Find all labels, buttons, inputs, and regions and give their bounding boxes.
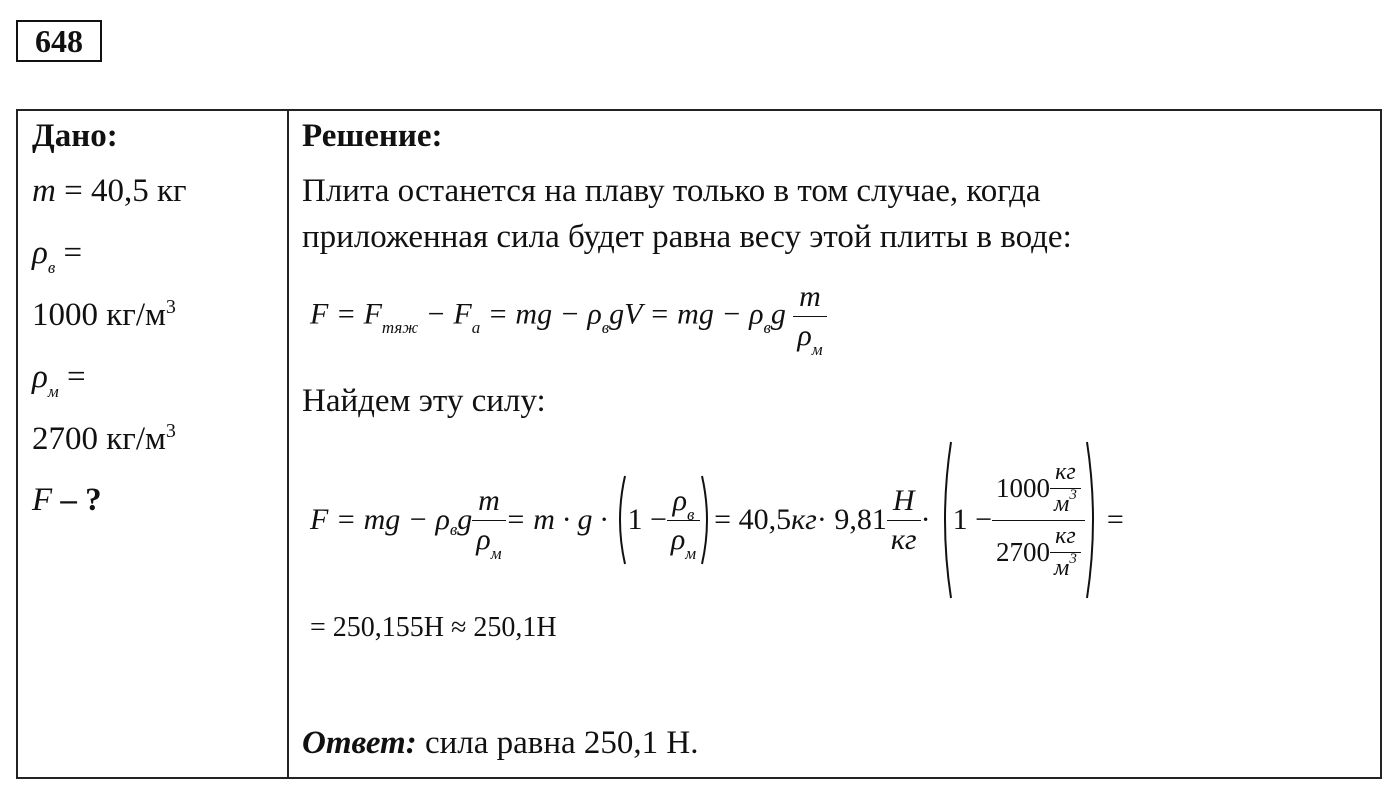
- f2-f2-num-sub: в: [687, 504, 695, 524]
- solution-column: [302, 112, 1372, 260]
- f2-dot: ·: [920, 503, 931, 536]
- given-rho-water: [32, 222, 282, 284]
- f2-f1-den-sub: м: [490, 543, 502, 563]
- f1-mid: = mg − ρ: [480, 297, 602, 331]
- f2-one-minus-2: 1 −: [952, 503, 992, 536]
- rho-material-value: 2700 кг/м: [32, 421, 166, 457]
- formula-1: [310, 280, 827, 359]
- result-line: = 250,155H ≈ 250,1H: [310, 612, 557, 643]
- f2-eq-mg: = m · g ·: [505, 503, 608, 536]
- rho-water-sub: в: [47, 258, 56, 277]
- f2-f2-den-sub: м: [685, 543, 697, 563]
- rho-material-value-row: [32, 408, 282, 470]
- f2-times-g: · 9,81: [816, 503, 887, 536]
- rho-symbol: ρ: [32, 359, 48, 395]
- rho-water-value: 1000 кг/м: [32, 297, 166, 333]
- given-heading: Дано:: [32, 118, 118, 154]
- big-den-unit-exp: 3: [1069, 550, 1077, 567]
- f2-eq-num: = 40,5: [714, 503, 792, 536]
- find-question: ?: [85, 482, 102, 518]
- f2-start: F = mg − ρ: [310, 503, 450, 536]
- f2-big-fraction: [992, 459, 1085, 582]
- f2-f2-num-rho: ρ: [672, 483, 688, 517]
- big-den-unit-m: м: [1054, 554, 1070, 581]
- big-left-paren-icon: [937, 440, 953, 600]
- f1-lhs: F = F: [310, 297, 382, 331]
- big-num-unit-kg: кг: [1055, 458, 1076, 485]
- mass-value: = 40,5 кг: [64, 173, 187, 209]
- column-divider: [287, 109, 289, 779]
- given-rho-material: [32, 346, 282, 408]
- f2-eq-end: =: [1106, 503, 1124, 536]
- answer-label: Ответ:: [302, 725, 417, 761]
- f1-frac-num: m: [799, 280, 821, 313]
- f2-g: g: [457, 503, 473, 536]
- big-num-unit-m: м: [1054, 490, 1070, 517]
- f2-kg: кг: [791, 503, 817, 536]
- big-den-unit-kg: кг: [1055, 522, 1076, 549]
- f2-fraction-2: [667, 483, 700, 563]
- f1-minus-fa: − F: [418, 297, 472, 331]
- left-paren-icon: [613, 474, 627, 566]
- given-column: [32, 112, 282, 530]
- f2-one-minus: 1 −: [627, 503, 667, 536]
- rho-water-value-row: [32, 284, 282, 346]
- f1-fraction: [793, 280, 826, 359]
- f1-sub-tyazh: тяж: [381, 318, 419, 338]
- solution-paragraph-2: Найдем эту силу:: [302, 383, 546, 419]
- f2-f3-num: Н: [892, 483, 915, 517]
- f1-sub-v: в: [601, 318, 610, 338]
- solution-heading: Решение:: [302, 118, 443, 154]
- big-den-value: 2700: [996, 536, 1050, 567]
- answer-line: [302, 725, 699, 762]
- paragraph-1-line-1: Плита останется на плаву только в том случае, когда: [302, 173, 1041, 209]
- f1-sub-v2: в: [763, 318, 771, 338]
- mass-symbol: m: [32, 173, 56, 209]
- right-paren-icon: [700, 474, 714, 566]
- f2-f1-num: m: [478, 483, 500, 517]
- solution-paragraph-1: [302, 168, 1372, 260]
- rho-symbol: ρ: [32, 235, 48, 271]
- find-symbol: F: [32, 482, 53, 518]
- rho-material-exp: 3: [165, 420, 176, 442]
- problem-number: 648: [16, 20, 102, 62]
- f2-fraction-1: [472, 483, 505, 563]
- f2-f3-den: кг: [887, 520, 921, 557]
- rho-material-sub: м: [47, 382, 59, 401]
- given-mass: [32, 160, 282, 222]
- big-right-paren-icon: [1085, 440, 1101, 600]
- f2-fraction-3: [887, 484, 921, 557]
- answer-text: сила равна 250,1 Н.: [416, 725, 699, 761]
- big-num-value: 1000: [996, 472, 1050, 503]
- find-dash: –: [60, 482, 77, 518]
- f1-frac-den-sub: м: [811, 340, 823, 359]
- formula-2: [310, 436, 1124, 604]
- f2-f2-den-rho: ρ: [670, 522, 686, 556]
- f1-g: g: [770, 297, 786, 331]
- paragraph-1-line-2: приложенная сила будет равна весу этой плиты в воде:: [302, 219, 1072, 255]
- f1-frac-den-rho: ρ: [797, 319, 812, 352]
- rho-water-exp: 3: [165, 296, 176, 318]
- f1-gv: gV = mg − ρ: [609, 297, 764, 331]
- f1-sub-a: а: [471, 318, 481, 338]
- f2-sub-v: в: [449, 520, 458, 539]
- find-row: [32, 470, 282, 530]
- big-num-unit-exp: 3: [1069, 486, 1077, 503]
- rho-water-eq: =: [63, 235, 83, 271]
- f2-f1-den-rho: ρ: [476, 522, 491, 556]
- rho-material-eq: =: [66, 359, 86, 395]
